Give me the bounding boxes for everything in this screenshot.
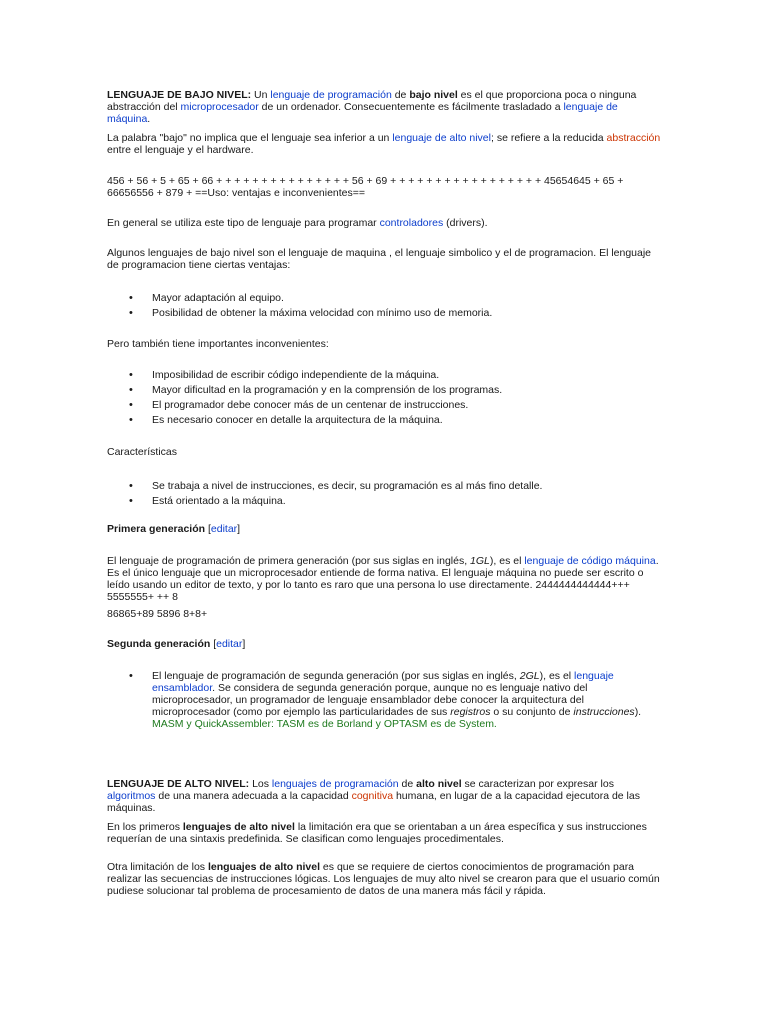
text: humana, en lugar de a la capacidad ejecutora de las máquinas. [107,790,640,814]
text: En general se utiliza este tipo de lenguaje para programar [107,217,380,229]
text: Un [251,89,271,101]
list-item: • Es necesario conocer en detalle la arquitectura de la máquina. [107,414,663,426]
heading-segunda-generacion [107,638,663,650]
link-lenguaje-de-programacion[interactable]: lenguaje de programación [270,89,392,101]
paragraph-palabra-bajo [107,132,663,156]
text: La palabra "bajo" no implica que el lenguaje sea inferior a un [107,132,393,144]
text: El lenguaje de programación de segunda generación (por sus siglas en inglés, [152,670,520,682]
text: ), es el [539,670,575,682]
text: de una manera adecuada a la capacidad [155,790,352,802]
text: o su conjunto de [490,706,574,718]
list-caracteristicas [107,480,663,510]
link-lenguaje-de-maquina[interactable]: lenguaje de máquina [107,101,618,125]
link-lenguaje-ensamblador[interactable]: lenguaje ensamblador [152,670,614,694]
list-item: • Imposibilidad de escribir código independiente de la máquina. [107,369,663,381]
edit-link[interactable]: editar [210,523,238,535]
text: ). [634,706,642,718]
paragraph-inconvenientes: Pero también tiene importantes inconvenientes: [107,338,329,350]
list-item [107,670,663,730]
assembler-names: MASM y QuickAssembler: TASM es de Borland y OPTASM es de System. [152,718,497,730]
italic-term: 2GL [519,670,540,682]
text: se caracterizan por expresar los [461,778,614,790]
list-item: • El programador debe conocer más de un centenar de instrucciones. [107,399,663,411]
section-lead: LENGUAJE DE BAJO NIVEL: [107,89,252,101]
text: Otra limitación de los [107,861,208,873]
italic-term: registros [450,706,491,718]
paragraph-primeros-lenguajes [107,821,663,845]
bracket: ] [242,638,246,650]
bold-term: lenguajes de alto nivel [207,861,321,873]
link-cognitiva[interactable]: cognitiva [351,790,394,802]
edit-link[interactable]: editar [216,638,243,650]
bracket: [ [210,638,217,650]
paragraph-otra-limitacion [107,861,663,897]
heading-primera-generacion [107,523,663,535]
list-item: • Se trabaja a nivel de instrucciones, es decir, su programación es al más fino detalle. [107,480,663,492]
text: la limitación era que se orientaban a un área específica y sus instrucciones requerían de una sintaxis predefinida. Se clasifican como lenguajes procedimentales. [107,821,647,845]
text: (drivers). [443,217,488,229]
bracket: ] [237,523,241,535]
list-item: • Está orientado a la máquina. [107,495,663,507]
paragraph-controladores [107,217,663,229]
section-lead: LENGUAJE DE ALTO NIVEL: [107,778,250,790]
link-lenguaje-de-codigo-maquina[interactable]: lenguaje de código máquina [524,555,656,567]
paragraph-primera-generacion [107,555,663,603]
text: de [398,778,417,790]
list-segunda-generacion [107,670,663,733]
link-algoritmos[interactable]: algoritmos [107,790,156,802]
text: ), es el [489,555,525,567]
text: . Es el único lenguaje que un microprocesador entiende de forma nativa. El lenguaje máquina no puede ser escrito o leído usando un editor de texto, y por lo tanto es raro que una persona lo use directamente. 2444444444444+++ 5555555+ ++ 8 [107,555,659,603]
heading-title: Segunda generación [107,638,211,650]
text: de un ordenador. Consecuentemente es fácilmente trasladado a [258,101,564,113]
link-microprocesador[interactable]: microprocesador [180,101,259,113]
bracket: [ [205,523,211,535]
text: El lenguaje de programación de primera generación (por sus siglas en inglés, [107,555,471,567]
link-controladores[interactable]: controladores [379,217,444,229]
link-lenguaje-de-alto-nivel[interactable]: lenguaje de alto nivel [392,132,491,144]
text: . Se considera de segunda generación porque, aunque no es lenguaje nativo del microprocesador, un programador de lenguaje ensamblador debe conocer la arquitectura del microprocesador (como por ejemplo las particularidades de sus [152,682,588,718]
bold-term: bajo nivel [409,89,458,101]
list-inconvenientes [107,369,663,429]
italic-term: instrucciones [573,706,635,718]
text: entre el lenguaje y el hardware. [107,144,254,156]
heading-title: Primera generación [107,523,206,535]
text: Los [249,778,272,790]
bold-term: alto nivel [416,778,462,790]
paragraph-algunos-lenguajes: Algunos lenguajes de bajo nivel son el lenguaje de maquina , el lenguaje simbolico y el de programacion. El lenguaje de programacion tiene ciertas ventajas: [107,247,652,271]
text: es que se requiere de ciertos conocimientos de programación para realizar las secuencias de instrucciones lógicas. Los lenguajes de muy alto nivel se crearon para que el usuario común pudiese solucionar tal problema de procesamiento de datos de una manera más fácil y rápida. [107,861,660,897]
italic-term: 1GL [470,555,490,567]
text: ; se refiere a la reducida [490,132,607,144]
text: de [391,89,410,101]
paragraph-bajo-nivel-intro [107,89,663,125]
link-abstraccion[interactable]: abstracción [606,132,661,144]
paragraph-alto-nivel-intro [107,778,663,814]
paragraph-numbers: 456 + 56 + 5 + 65 + 66 + + + + + + + + + + + + + + + 56 + 69 + + + + + + + + + + + + + + + + + 45654645 + 65 + 66656556 + 879 + ==Uso: ventajas e inconvenientes== [107,175,624,199]
bold-term: lenguajes de alto nivel [182,821,295,833]
link-lenguajes-de-programacion[interactable]: lenguajes de programación [271,778,399,790]
list-item: • Posibilidad de obtener la máxima velocidad con mínimo uso de memoria. [107,307,663,319]
paragraph-numbers-2: 86865+89 5896 8+8+ [107,608,208,620]
list-item: • Mayor adaptación al equipo. [107,292,663,304]
text: . [147,113,151,125]
paragraph-caracteristicas: Características [107,446,178,458]
text: es el que proporciona poca o ninguna abstracción del [107,89,637,113]
list-ventajas [107,292,663,322]
list-item: • Mayor dificultad en la programación y en la comprensión de los programas. [107,384,663,396]
text: En los primeros [107,821,183,833]
